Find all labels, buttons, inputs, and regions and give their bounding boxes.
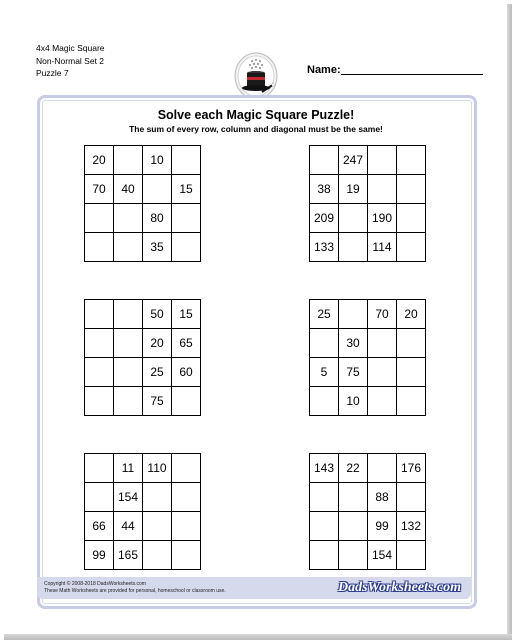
grid-cell — [172, 233, 201, 262]
grid-cell — [85, 329, 114, 358]
copyright-text: Copyright © 2008-2018 DadsWorksheets.com — [44, 581, 146, 587]
grid-cell — [397, 175, 426, 204]
grid-cell — [310, 483, 339, 512]
grid-cell: 65 — [172, 329, 201, 358]
grid-cell — [368, 175, 397, 204]
grid-cell: 110 — [143, 454, 172, 483]
grid-cell — [143, 483, 172, 512]
grid-cell — [143, 175, 172, 204]
instructions: The sum of every row, column and diagonal must be the same! — [129, 124, 383, 134]
grid-cell — [310, 387, 339, 416]
page-title: Solve each Magic Square Puzzle! — [157, 108, 355, 122]
grid-cell — [368, 358, 397, 387]
grid-cell: 50 — [143, 300, 172, 329]
grid-cell — [397, 146, 426, 175]
grid-cell: 190 — [368, 204, 397, 233]
grid-cell: 70 — [368, 300, 397, 329]
grid-cell: 44 — [114, 512, 143, 541]
grid-cell: 10 — [339, 387, 368, 416]
grid-cell: 10 — [143, 146, 172, 175]
grid-cell: 154 — [368, 541, 397, 570]
grid-cell — [85, 454, 114, 483]
magic-square-1 — [84, 145, 201, 262]
grid-cell: 70 — [85, 175, 114, 204]
grid-cell — [143, 512, 172, 541]
grid-cell — [114, 146, 143, 175]
magic-square-3 — [84, 299, 201, 416]
grid-cell — [339, 483, 368, 512]
grid-cell — [397, 233, 426, 262]
magic-square-5 — [84, 453, 201, 570]
name-label: Name: — [307, 64, 341, 76]
grid-cell: 38 — [310, 175, 339, 204]
grid-cell: 114 — [368, 233, 397, 262]
grid-cell: 80 — [143, 204, 172, 233]
grid-cell — [368, 454, 397, 483]
grid-cell — [85, 483, 114, 512]
page-shadow-right — [507, 4, 512, 640]
grid-cell — [397, 541, 426, 570]
grid-cell — [114, 204, 143, 233]
grid-cell — [114, 329, 143, 358]
grid-cell — [114, 233, 143, 262]
grid-cell — [339, 541, 368, 570]
page-shadow-bottom — [4, 634, 512, 640]
grid-cell: 75 — [143, 387, 172, 416]
grid-cell — [397, 329, 426, 358]
grid-cell: 22 — [339, 454, 368, 483]
grid-cell: 15 — [172, 300, 201, 329]
grid-cell — [85, 358, 114, 387]
grid-cell — [310, 512, 339, 541]
grid-cell: 154 — [114, 483, 143, 512]
grid-cell: 20 — [85, 146, 114, 175]
grid-cell: 176 — [397, 454, 426, 483]
grid-cell: 25 — [310, 300, 339, 329]
grid-cell: 15 — [172, 175, 201, 204]
grid-cell: 209 — [310, 204, 339, 233]
magic-square-4 — [309, 299, 426, 416]
grid-cell: 11 — [114, 454, 143, 483]
grid-cell — [172, 512, 201, 541]
grid-cell: 19 — [339, 175, 368, 204]
grid-cell — [172, 146, 201, 175]
grid-cell — [368, 146, 397, 175]
grid-cell — [310, 329, 339, 358]
grid-cell: 66 — [85, 512, 114, 541]
magic-square-2 — [309, 145, 426, 262]
grid-cell: 60 — [172, 358, 201, 387]
puzzle-label: Puzzle 7 — [36, 68, 69, 78]
grid-cell — [85, 387, 114, 416]
grid-cell — [339, 512, 368, 541]
grid-cell: 5 — [310, 358, 339, 387]
grid-cell — [85, 204, 114, 233]
magic-square-6 — [309, 453, 426, 570]
grid-cell — [172, 387, 201, 416]
grid-cell: 143 — [310, 454, 339, 483]
name-line — [341, 74, 483, 75]
grid-cell — [397, 387, 426, 416]
grid-cell — [143, 541, 172, 570]
grid-cell — [85, 233, 114, 262]
grid-cell: 35 — [143, 233, 172, 262]
grid-cell: 165 — [114, 541, 143, 570]
grid-cell — [310, 146, 339, 175]
grid-cell: 99 — [368, 512, 397, 541]
grid-cell — [114, 300, 143, 329]
set-name: Non-Normal Set 2 — [36, 55, 105, 66]
worksheet-info — [36, 42, 105, 80]
grid-cell — [114, 387, 143, 416]
grid-cell: 25 — [143, 358, 172, 387]
grid-cell: 132 — [397, 512, 426, 541]
grid-cell — [339, 204, 368, 233]
grid-cell — [368, 329, 397, 358]
grid-cell — [397, 204, 426, 233]
grid-cell: 75 — [339, 358, 368, 387]
grid-cell: 133 — [310, 233, 339, 262]
grid-cell: 20 — [143, 329, 172, 358]
grid-cell: 20 — [397, 300, 426, 329]
brand-logo: DadsWorksheets.com — [338, 580, 462, 595]
grid-cell — [172, 483, 201, 512]
grid-cell — [85, 300, 114, 329]
grid-cell: 88 — [368, 483, 397, 512]
grid-cell — [397, 483, 426, 512]
grid-cell: 40 — [114, 175, 143, 204]
grid-cell — [339, 233, 368, 262]
grid-cell — [172, 454, 201, 483]
grid-cell — [172, 541, 201, 570]
worksheet-type: 4x4 Magic Square — [36, 43, 105, 53]
grid-cell — [339, 300, 368, 329]
grid-cell: 99 — [85, 541, 114, 570]
grid-cell — [368, 387, 397, 416]
grid-cell — [310, 541, 339, 570]
grid-cell — [397, 358, 426, 387]
usage-note: These Math Worksheets are provided for personal, homeschool or classroom use. — [44, 588, 226, 594]
footer-copyright — [44, 581, 226, 595]
grid-cell: 30 — [339, 329, 368, 358]
grid-cell — [172, 204, 201, 233]
grid-cell: 247 — [339, 146, 368, 175]
grid-cell — [114, 358, 143, 387]
